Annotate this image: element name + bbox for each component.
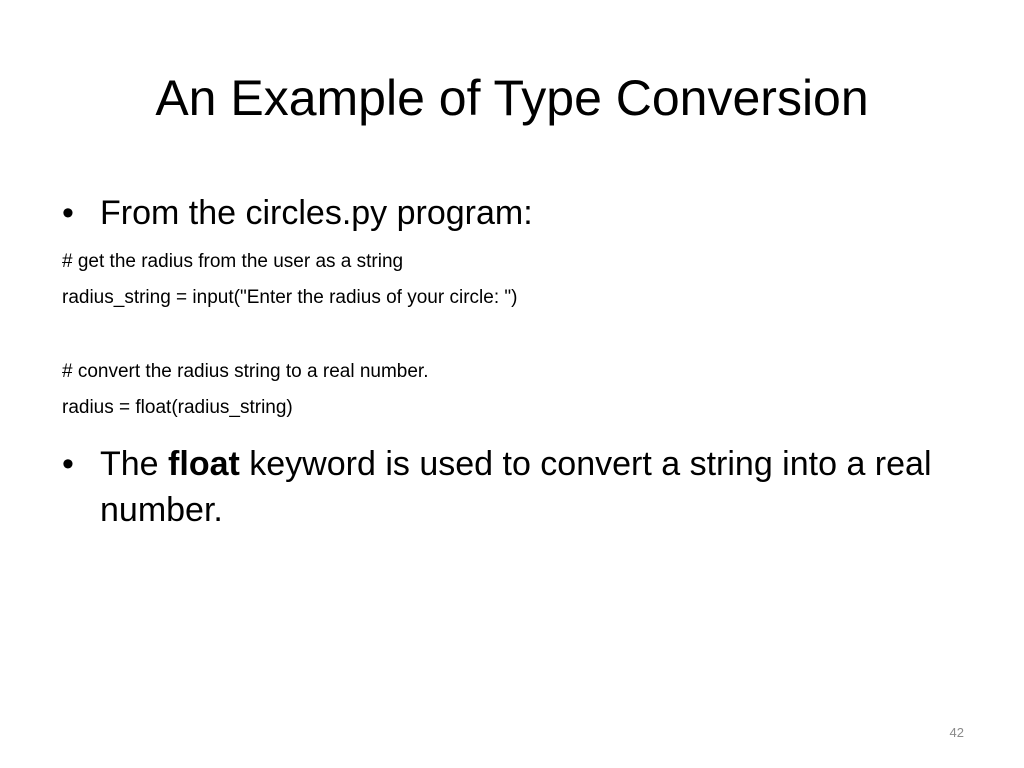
bullet-text-prefix: The [100,445,169,483]
page-number: 42 [949,725,964,740]
code-line: # convert the radius string to a real number. [62,361,429,382]
slide-title: An Example of Type Conversion [155,70,869,126]
bullet-item [62,441,942,533]
bullet-item [62,190,942,236]
code-line: radius = float(radius_string) [62,397,293,418]
code-line: # get the radius from the user as a string [62,251,404,272]
keyword-float: float [168,445,240,483]
bullet-text-suffix: keyword is used to convert a string into a real number. [100,445,932,529]
bullet-text: From the circles.py program: [100,194,533,232]
bullet-icon: • [62,194,74,232]
code-line: radius_string = input("Enter the radius of your circle: ") [62,287,518,308]
bullet-text [100,441,942,533]
bullet-icon: • [62,445,74,483]
